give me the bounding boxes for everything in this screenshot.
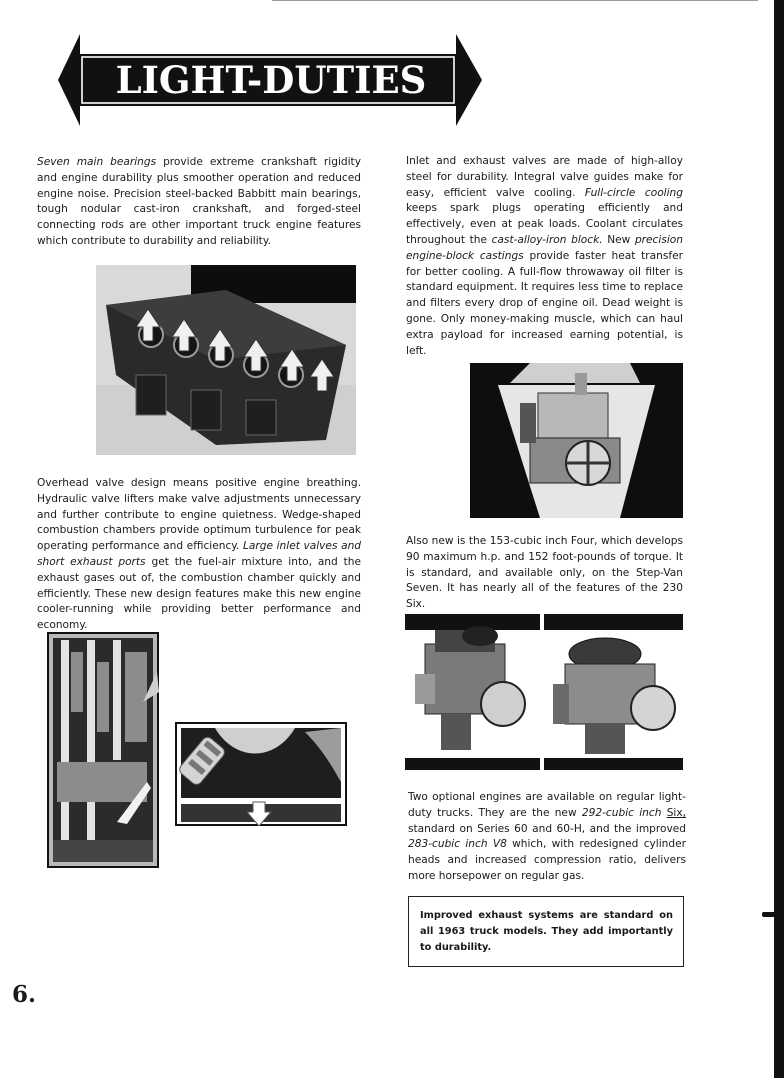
page-title: LIGHT-DUTIES <box>115 58 427 102</box>
page-number: 6. <box>12 981 37 1008</box>
note-text: Improved exhaust systems are standard on all 1963 truck models. They add importantly to durability. <box>420 910 673 953</box>
paragraph-text: provide extreme crankshaft rigidity and engine durability plus smoother operation and reduced engine noise. Precision steel-backed Babbitt main bearings, tough nodular cast-iron crankshaft, and forged-steel connecting rods are other important truck engine features which contribute to durability and reliability. <box>37 156 361 247</box>
paragraph-valves-cooling <box>406 154 683 359</box>
combustion-chamber-photo <box>175 722 347 826</box>
paragraph-text: which, with redesigned cylinder heads and increased compression ratio, delivers more horsepower on regular gas. <box>408 838 686 882</box>
optional-engines-photo <box>405 614 683 770</box>
paragraph-overhead-valve <box>37 476 361 634</box>
valve-cutaway-photo <box>47 632 159 868</box>
top-rule <box>272 0 758 1</box>
emphasis-text: Large inlet valves and short exhaust ports <box>37 540 362 568</box>
paragraph-text: Inlet and exhaust valves are made of high-alloy steel for durability. Integral valve guides make for easy, efficient valve cooling. <box>406 155 683 199</box>
paragraph-optional-engines <box>408 790 686 885</box>
four-cylinder-engine-photo <box>470 363 683 518</box>
emphasis-text: 283-cubic inch V8 <box>408 838 507 851</box>
underlined-text: Six, <box>666 806 686 819</box>
paragraph-text: Two optional engines are available on regular light-duty trucks. They are the new <box>408 791 686 819</box>
exhaust-note-box <box>408 896 684 967</box>
scan-mark <box>762 912 776 917</box>
engine-block-photo <box>96 265 356 455</box>
paragraph-four-cylinder <box>406 534 683 613</box>
emphasis-text: Full-circle cooling <box>584 186 683 199</box>
paragraph-text: keeps spark plugs operating efficiently and effectively, even at peak loads. Coolant circulates throughout the <box>406 202 683 246</box>
lead-phrase: Seven main bearings <box>37 156 157 168</box>
title-banner <box>58 32 482 128</box>
emphasis-text: precision engine-block castings <box>406 233 683 262</box>
paragraph-main-bearings <box>37 155 361 250</box>
paragraph-text: Also new is the 153-cubic inch Four, which develops 90 maximum h.p. and 152 foot-pounds of torque. It is standard, and available only, on the Step-Van Seven. It has nearly all of the features of the 230 Six. <box>406 535 683 611</box>
paragraph-text: provide faster heat transfer for better cooling. A full-flow throwaway oil filter is standard equipment. It requires less time to replace and filters every drop of engine oil. Dead weight is gone. Only money-making muscle, which can haul extra payload for increased earning potential, is left. <box>406 249 683 357</box>
paragraph-text: Overhead valve design means positive engine breathing. Hydraulic valve lifters make valve adjustments unnecessary and further contribute to engine quietness. Wedge-shaped combustion chambers provide optimum turbulence for peak operating performance and efficiency. <box>37 477 361 553</box>
paragraph-text: New <box>602 233 635 246</box>
paragraph-text: standard on Series 60 and 60-H, and the improved <box>408 822 686 835</box>
emphasis-text: 292-cubic inch <box>581 806 662 819</box>
emphasis-text: cast-alloy-iron block. <box>491 233 603 246</box>
paragraph-text: get the fuel-air mixture into, and the exhaust gases out of, the combustion chamber quickly and efficiently. These new design features make this new engine cooler-running while providing better performance and economy. <box>37 555 362 632</box>
